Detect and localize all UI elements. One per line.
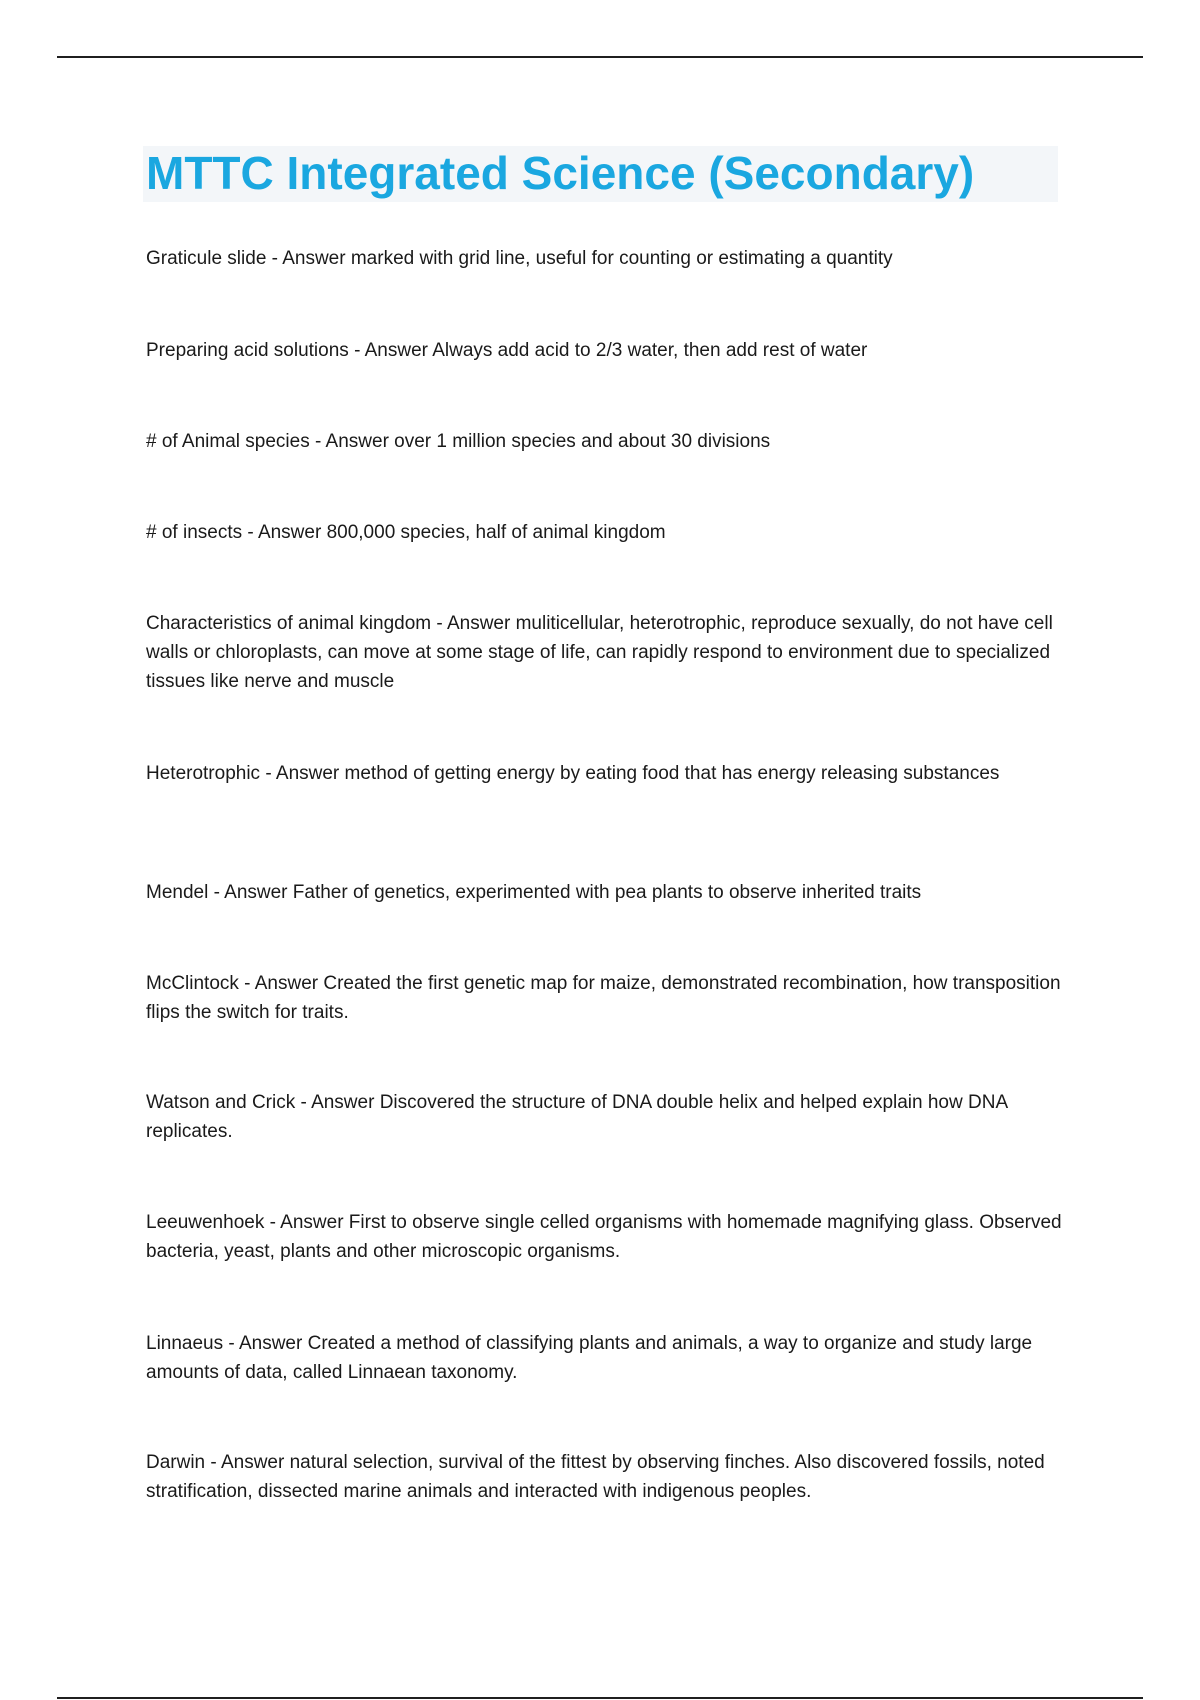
- qa-entry-acid-solutions: Preparing acid solutions - Answer Always add acid to 2/3 water, then add rest of water: [146, 340, 868, 361]
- qa-entry-mcclintock: McClintock - Answer Created the first genetic map for maize, demonstrated recombination, how transposition flips the switch for traits.: [146, 973, 1061, 1023]
- qa-entry-heterotrophic: Heterotrophic - Answer method of getting energy by eating food that has energy releasing substances: [146, 763, 1000, 784]
- qa-entry-animal-species: # of Animal species - Answer over 1 million species and about 30 divisions: [146, 431, 771, 452]
- document-title: MTTC Integrated Science (Secondary): [146, 147, 975, 199]
- qa-entry-linnaeus: Linnaeus - Answer Created a method of classifying plants and animals, a way to organize and study large amounts of data, called Linnaean taxonomy.: [146, 1333, 1033, 1383]
- qa-entry-graticule-slide: Graticule slide - Answer marked with grid line, useful for counting or estimating a quantity: [146, 248, 893, 269]
- qa-entry-darwin: Darwin - Answer natural selection, survival of the fittest by observing finches. Also discovered fossils, noted stratification, dissected marine animals and interacted with indigenous peoples.: [146, 1452, 1045, 1502]
- qa-entry-insects: # of insects - Answer 800,000 species, half of animal kingdom: [146, 522, 666, 543]
- bottom-rule: [57, 1697, 1143, 1699]
- qa-entry-animal-kingdom: Characteristics of animal kingdom - Answer muliticellular, heterotrophic, reproduce sexually, do not have cell walls or chloroplasts, can move at some stage of life, can rapidly respond to environment due to specialized tissues like nerve and muscle: [146, 613, 1053, 692]
- top-rule: [57, 56, 1143, 58]
- qa-entry-watson-crick: Watson and Crick - Answer Discovered the structure of DNA double helix and helped explain how DNA replicates.: [146, 1092, 1008, 1142]
- qa-entry-mendel: Mendel - Answer Father of genetics, experimented with pea plants to observe inherited traits: [146, 882, 922, 903]
- qa-entry-leeuwenhoek: Leeuwenhoek - Answer First to observe single celled organisms with homemade magnifying glass. Observed bacteria, yeast, plants and other microscopic organisms.: [146, 1212, 1062, 1262]
